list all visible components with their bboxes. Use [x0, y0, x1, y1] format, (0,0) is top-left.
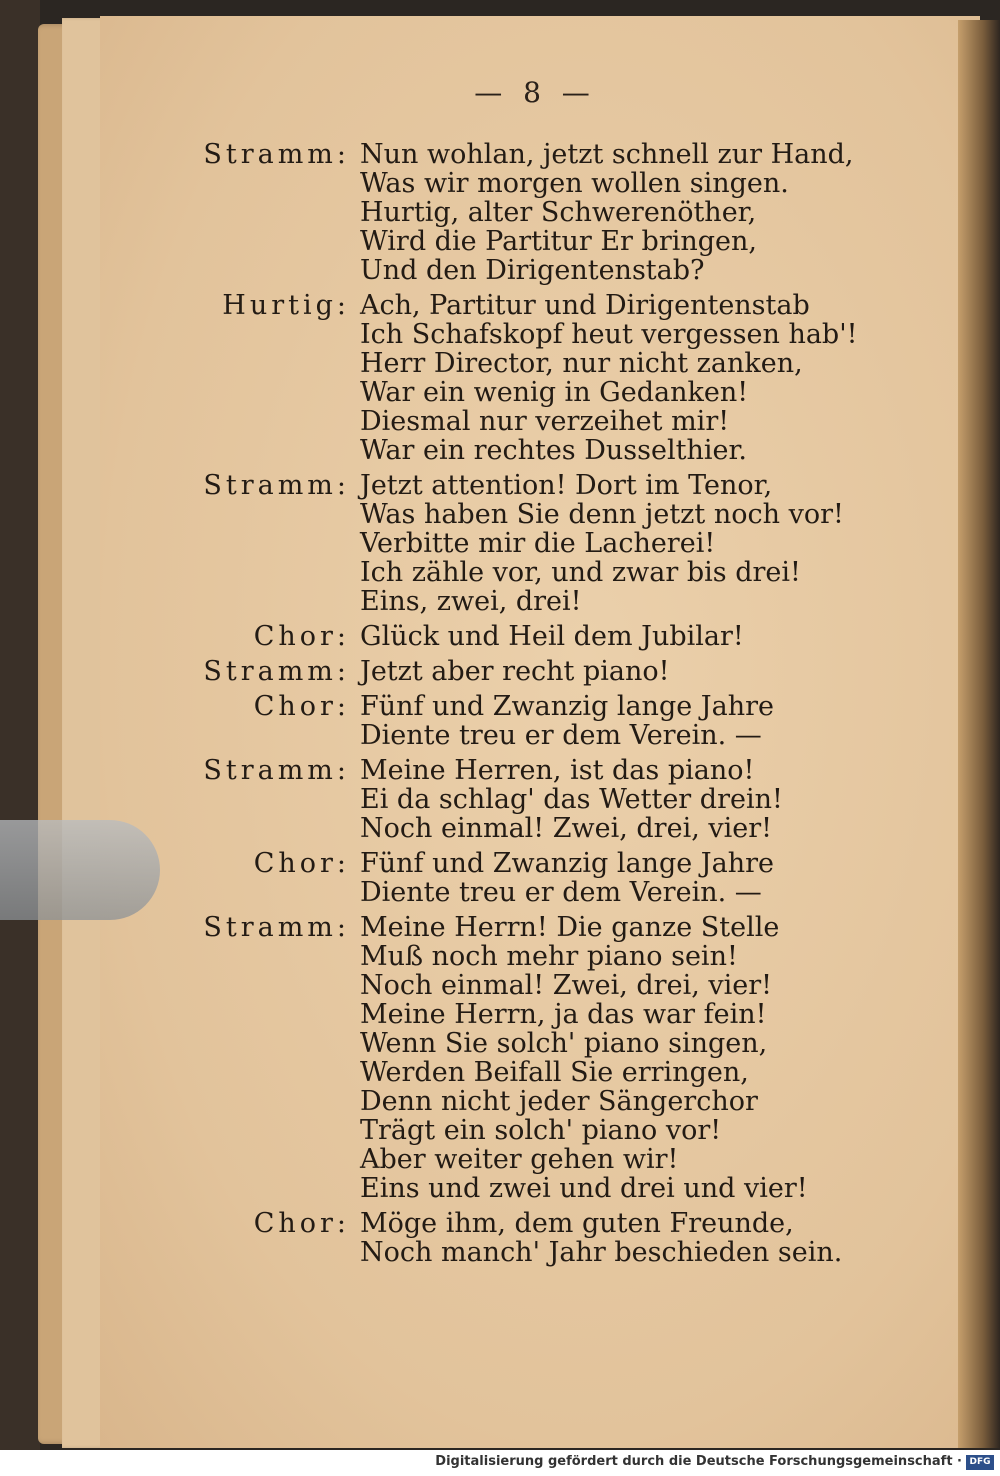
speaker-label: Stramm:: [203, 656, 350, 687]
verse-line: Diente treu er dem Verein. —: [360, 720, 762, 751]
stanza: [150, 1209, 870, 1267]
stanza-lines: [360, 756, 870, 843]
verse-line: Nun wohlan, jetzt schnell zur Hand,: [360, 139, 854, 170]
verse-line: Trägt ein solch' piano vor!: [360, 1115, 722, 1146]
verse-line: Und den Dirigentenstab?: [360, 255, 705, 286]
speaker-label: Chor:: [253, 691, 350, 722]
verse-line: Möge ihm, dem guten Freunde,: [360, 1208, 794, 1239]
stanza-lines: [360, 849, 870, 907]
verse-line: Jetzt attention! Dort im Tenor,: [360, 470, 773, 501]
stanza: [150, 756, 870, 843]
stanza: [150, 471, 870, 616]
verse-line: Werden Beifall Sie erringen,: [360, 1057, 749, 1088]
verse-line: Noch einmal! Zwei, drei, vier!: [360, 970, 772, 1001]
speaker-label: Chor:: [253, 621, 350, 652]
verse-line: War ein wenig in Gedanken!: [360, 377, 749, 408]
verse-line: Meine Herren, ist das piano!: [360, 755, 755, 786]
verse-line: Meine Herrn! Die ganze Stelle: [360, 912, 780, 943]
stanza: [150, 913, 870, 1203]
speaker-label: Stramm:: [203, 912, 350, 943]
libretto-text: [150, 140, 870, 1273]
stanza-lines: [360, 692, 870, 750]
verse-line: Noch manch' Jahr beschieden sein.: [360, 1237, 843, 1268]
verse-line: Muß noch mehr piano sein!: [360, 941, 738, 972]
verse-line: Hurtig, alter Schwerenöther,: [360, 197, 757, 228]
verse-line: War ein rechtes Dusselthier.: [360, 435, 747, 466]
verse-line: Denn nicht jeder Sängerchor: [360, 1086, 758, 1117]
stanza-lines: [360, 622, 870, 651]
stanza-lines: [360, 140, 870, 285]
footer-credit: Digitalisierung gefördert durch die Deutsche Forschungsgemeinschaft ·: [435, 1454, 962, 1469]
verse-line: Eins, zwei, drei!: [360, 586, 582, 617]
verse-line: Jetzt aber recht piano!: [360, 656, 670, 687]
verse-line: Glück und Heil dem Jubilar!: [360, 621, 744, 652]
speaker-label: Chor:: [253, 1208, 350, 1239]
speaker-label: Stramm:: [203, 139, 350, 170]
verse-line: Fünf und Zwanzig lange Jahre: [360, 691, 774, 722]
speaker-label: Hurtig:: [222, 290, 350, 321]
verse-line: Fünf und Zwanzig lange Jahre: [360, 848, 774, 879]
verse-line: Diesmal nur verzeihet mir!: [360, 406, 730, 437]
stanza: [150, 692, 870, 750]
verse-line: Ei da schlag' das Wetter drein!: [360, 784, 783, 815]
page-gutter: [958, 20, 1000, 1448]
speaker-label: Stramm:: [203, 755, 350, 786]
verse-line: Wird die Partitur Er bringen,: [360, 226, 757, 257]
page-clip: [0, 820, 160, 920]
dfg-logo: DFG: [966, 1455, 994, 1470]
verse-line: Herr Director, nur nicht zanken,: [360, 348, 803, 379]
page-number: — 8 —: [474, 76, 596, 109]
stanza: [150, 291, 870, 465]
stanza: [150, 140, 870, 285]
verse-line: Aber weiter gehen wir!: [360, 1144, 679, 1175]
stanza-lines: [360, 471, 870, 616]
verse-line: Ach, Partitur und Dirigentenstab: [360, 290, 810, 321]
verse-line: Meine Herrn, ja das war fein!: [360, 999, 767, 1030]
verse-line: Noch einmal! Zwei, drei, vier!: [360, 813, 772, 844]
stanza-lines: [360, 291, 870, 465]
speaker-label: Stramm:: [203, 470, 350, 501]
verse-line: Ich Schafskopf heut vergessen hab'!: [360, 319, 858, 350]
stanza: [150, 849, 870, 907]
footer-bar: [0, 1450, 1000, 1476]
verse-line: Verbitte mir die Lacherei!: [360, 528, 716, 559]
verse-line: Eins und zwei und drei und vier!: [360, 1173, 808, 1204]
stanza-lines: [360, 1209, 870, 1267]
stanza-lines: [360, 913, 870, 1203]
speaker-label: Chor:: [253, 848, 350, 879]
stanza: [150, 657, 870, 686]
verse-line: Ich zähle vor, und zwar bis drei!: [360, 557, 801, 588]
verse-line: Was haben Sie denn jetzt noch vor!: [360, 499, 844, 530]
verse-line: Wenn Sie solch' piano singen,: [360, 1028, 768, 1059]
verse-line: Diente treu er dem Verein. —: [360, 877, 762, 908]
stanza-lines: [360, 657, 870, 686]
verse-line: Was wir morgen wollen singen.: [360, 168, 789, 199]
stanza: [150, 622, 870, 651]
binding-spine: [0, 0, 40, 1450]
